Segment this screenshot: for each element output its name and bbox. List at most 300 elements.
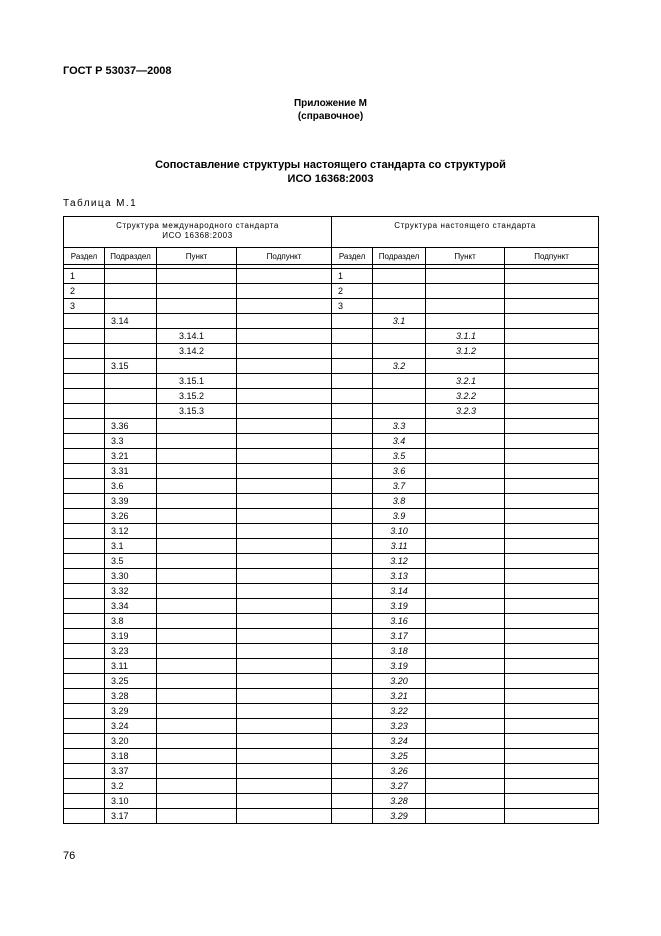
table-cell [426, 674, 505, 689]
table-cell: 3.6 [105, 479, 157, 494]
table-cell [426, 569, 505, 584]
table-cell [237, 689, 332, 704]
table-row [64, 389, 599, 404]
table-cell [505, 344, 599, 359]
table-cell: 3.22 [373, 704, 426, 719]
table-cell [426, 689, 505, 704]
table-cell: 3.12 [373, 554, 426, 569]
table-cell: 3.14.1 [157, 329, 237, 344]
table-cell [332, 599, 373, 614]
table-row [64, 464, 599, 479]
table-cell [505, 734, 599, 749]
table-cell [373, 374, 426, 389]
table-row [64, 704, 599, 719]
table-cell [505, 404, 599, 419]
table-cell [426, 749, 505, 764]
table-cell [332, 689, 373, 704]
table-cell: 3.5 [105, 554, 157, 569]
table-cell: 3.4 [373, 434, 426, 449]
table-cell [64, 764, 105, 779]
table-cell: 3.39 [105, 494, 157, 509]
table-cell [426, 554, 505, 569]
table-cell: 3.27 [373, 779, 426, 794]
annex-title-block [0, 97, 661, 123]
table-cell [332, 674, 373, 689]
table-cell: 3.2 [105, 779, 157, 794]
table-cell: 1 [332, 269, 373, 284]
table-row [64, 674, 599, 689]
annex-subtitle: (справочное) [297, 111, 364, 122]
table-cell [505, 689, 599, 704]
table-cell: 3.17 [373, 629, 426, 644]
table-cell [237, 719, 332, 734]
table-cell: 3.23 [105, 644, 157, 659]
group-header-international [64, 217, 332, 248]
table-cell [157, 734, 237, 749]
table-cell [373, 329, 426, 344]
table-row [64, 449, 599, 464]
table-row [64, 284, 599, 299]
table-cell [64, 584, 105, 599]
table-cell [426, 719, 505, 734]
table-row [64, 584, 599, 599]
table-row [64, 749, 599, 764]
table-row [64, 719, 599, 734]
table-cell [505, 509, 599, 524]
table-row [64, 554, 599, 569]
table-cell [426, 644, 505, 659]
table-cell [505, 419, 599, 434]
table-cell: 3.29 [105, 704, 157, 719]
table-cell [505, 584, 599, 599]
table-cell [505, 539, 599, 554]
table-cell [64, 629, 105, 644]
table-cell [505, 434, 599, 449]
column-header: Подраздел [105, 248, 157, 265]
table-cell [105, 284, 157, 299]
table-cell [332, 389, 373, 404]
table-cell [505, 599, 599, 614]
table-cell: 3.25 [373, 749, 426, 764]
table-cell [332, 779, 373, 794]
table-cell [332, 719, 373, 734]
table-cell [505, 329, 599, 344]
table-cell [64, 404, 105, 419]
table-cell: 3.11 [373, 539, 426, 554]
table-cell [157, 719, 237, 734]
table-cell [157, 524, 237, 539]
table-cell [237, 479, 332, 494]
table-cell: 3.14.2 [157, 344, 237, 359]
table-cell: 3.12 [105, 524, 157, 539]
table-cell [157, 434, 237, 449]
table-cell: 2 [64, 284, 105, 299]
table-row [64, 614, 599, 629]
table-cell [505, 644, 599, 659]
table-cell [105, 329, 157, 344]
column-header: Подпункт [505, 248, 599, 265]
table-cell [237, 299, 332, 314]
table-cell [64, 449, 105, 464]
table-cell [237, 704, 332, 719]
table-row [64, 764, 599, 779]
table-row [64, 404, 599, 419]
table-cell [426, 494, 505, 509]
column-header: Пункт [426, 248, 505, 265]
table-row [64, 629, 599, 644]
table-cell [237, 464, 332, 479]
table-cell [332, 329, 373, 344]
table-cell [64, 689, 105, 704]
table-cell [332, 419, 373, 434]
table-cell [105, 374, 157, 389]
table-row [64, 419, 599, 434]
table-cell [426, 779, 505, 794]
table-cell [426, 794, 505, 809]
table-cell: 3.28 [373, 794, 426, 809]
table-cell [332, 764, 373, 779]
table-cell [332, 794, 373, 809]
table-cell [332, 359, 373, 374]
table-cell [237, 764, 332, 779]
table-cell [332, 479, 373, 494]
table-cell [157, 359, 237, 374]
table-cell: 3.24 [105, 719, 157, 734]
table-cell [237, 389, 332, 404]
table-row [64, 794, 599, 809]
table-cell [332, 569, 373, 584]
column-header: Раздел [64, 248, 105, 265]
table-cell [505, 449, 599, 464]
group-header-international-line2: ИСО 16368:2003 [162, 231, 233, 240]
table-cell [505, 704, 599, 719]
table-cell [157, 554, 237, 569]
table-cell: 3.26 [373, 764, 426, 779]
table-label: Таблица М.1 [63, 198, 138, 209]
table-cell [426, 299, 505, 314]
table-cell [505, 284, 599, 299]
table-cell [64, 569, 105, 584]
table-cell [157, 704, 237, 719]
table-cell [373, 389, 426, 404]
table-cell [64, 374, 105, 389]
column-header: Пункт [157, 248, 237, 265]
table-row [64, 569, 599, 584]
table-cell [157, 494, 237, 509]
table-cell: 3.18 [373, 644, 426, 659]
table-row [64, 689, 599, 704]
table-body [64, 269, 599, 824]
table-cell [332, 704, 373, 719]
table-cell [237, 734, 332, 749]
table-cell [157, 794, 237, 809]
table-cell [237, 629, 332, 644]
table-cell [332, 809, 373, 824]
table-cell [237, 599, 332, 614]
table-cell: 3.19 [373, 659, 426, 674]
table-cell [237, 569, 332, 584]
table-cell: 3.10 [373, 524, 426, 539]
table-cell [157, 464, 237, 479]
table-cell [157, 674, 237, 689]
table-cell [64, 554, 105, 569]
table-cell [426, 659, 505, 674]
table-cell [426, 359, 505, 374]
table-cell [157, 644, 237, 659]
table-cell [64, 359, 105, 374]
table-cell: 1 [64, 269, 105, 284]
table-cell [237, 449, 332, 464]
table-cell [64, 434, 105, 449]
table-cell [373, 284, 426, 299]
table-row [64, 539, 599, 554]
table-cell [237, 749, 332, 764]
table-cell [332, 524, 373, 539]
table-cell: 3.2.2 [426, 389, 505, 404]
table-cell [373, 344, 426, 359]
table-cell [237, 344, 332, 359]
table-cell [505, 554, 599, 569]
table-cell: 3.29 [373, 809, 426, 824]
table-cell: 3.2.1 [426, 374, 505, 389]
table-cell: 3 [64, 299, 105, 314]
table-row [64, 479, 599, 494]
table-cell: 3.2.3 [426, 404, 505, 419]
table-row [64, 299, 599, 314]
table-cell: 3.10 [105, 794, 157, 809]
table-cell: 3.2 [373, 359, 426, 374]
table-cell: 3.34 [105, 599, 157, 614]
table-cell: 3.28 [105, 689, 157, 704]
table-cell [64, 344, 105, 359]
table-cell: 3.21 [373, 689, 426, 704]
table-cell [426, 629, 505, 644]
table-cell [157, 659, 237, 674]
table-cell [157, 269, 237, 284]
table-cell [426, 509, 505, 524]
table-cell [505, 374, 599, 389]
table-cell [332, 374, 373, 389]
table-cell [237, 494, 332, 509]
table-cell [157, 614, 237, 629]
table-cell: 3.36 [105, 419, 157, 434]
table-cell [237, 509, 332, 524]
table-row [64, 329, 599, 344]
table-cell [105, 299, 157, 314]
table-cell [237, 539, 332, 554]
table-row [64, 779, 599, 794]
table-cell [426, 614, 505, 629]
table-cell [426, 284, 505, 299]
table-cell [332, 314, 373, 329]
table-row [64, 314, 599, 329]
table-cell: 3.3 [105, 434, 157, 449]
table-cell [64, 389, 105, 404]
table-cell: 3.16 [373, 614, 426, 629]
table-cell [157, 629, 237, 644]
table-cell [426, 464, 505, 479]
table-cell [373, 299, 426, 314]
table-cell [332, 434, 373, 449]
table-cell [332, 509, 373, 524]
table-cell [105, 389, 157, 404]
table-cell [64, 719, 105, 734]
table-cell [237, 419, 332, 434]
table-cell [505, 569, 599, 584]
table-cell [157, 599, 237, 614]
table-cell [237, 269, 332, 284]
table-cell [505, 659, 599, 674]
table-row [64, 494, 599, 509]
table-cell [426, 269, 505, 284]
table-cell [332, 464, 373, 479]
table-cell [332, 644, 373, 659]
table-cell [64, 479, 105, 494]
table-cell [64, 494, 105, 509]
table-cell [332, 554, 373, 569]
table-cell [105, 269, 157, 284]
table-cell: 3.37 [105, 764, 157, 779]
table-cell [505, 494, 599, 509]
table-cell: 3.6 [373, 464, 426, 479]
table-cell: 3.18 [105, 749, 157, 764]
table-cell [157, 569, 237, 584]
group-header-international-line1: Структура международного стандарта [116, 221, 279, 230]
table-row [64, 359, 599, 374]
table-cell [332, 404, 373, 419]
table-cell [505, 674, 599, 689]
table-cell: 3.7 [373, 479, 426, 494]
table-cell [505, 464, 599, 479]
table-cell [505, 794, 599, 809]
table-cell [157, 584, 237, 599]
table-cell: 3.11 [105, 659, 157, 674]
table-cell [64, 809, 105, 824]
table-cell [332, 539, 373, 554]
table-row [64, 659, 599, 674]
table-cell [332, 734, 373, 749]
table-cell [426, 764, 505, 779]
section-heading-line1: Сопоставление структуры настоящего стандарта со структурой [155, 159, 506, 171]
table-row [64, 644, 599, 659]
table-cell [426, 704, 505, 719]
table-cell [237, 584, 332, 599]
table-cell: 3.25 [105, 674, 157, 689]
table-row [64, 374, 599, 389]
column-header: Раздел [332, 248, 373, 265]
table-row [64, 734, 599, 749]
table-cell: 3.15.3 [157, 404, 237, 419]
table-cell [64, 599, 105, 614]
table-cell [157, 509, 237, 524]
table-cell [332, 584, 373, 599]
table-cell [426, 539, 505, 554]
table-cell [505, 629, 599, 644]
table-cell: 3.13 [373, 569, 426, 584]
table-cell: 3.5 [373, 449, 426, 464]
table-cell [157, 314, 237, 329]
table-cell [237, 359, 332, 374]
table-cell: 3.32 [105, 584, 157, 599]
table-row [64, 434, 599, 449]
table-cell [64, 314, 105, 329]
table-cell: 3.8 [105, 614, 157, 629]
table-cell [64, 749, 105, 764]
table-cell [505, 299, 599, 314]
table-cell: 3.31 [105, 464, 157, 479]
table-cell [505, 779, 599, 794]
table-cell [237, 644, 332, 659]
table-cell [505, 764, 599, 779]
table-cell [505, 269, 599, 284]
table-cell [426, 449, 505, 464]
table-cell: 3.19 [373, 599, 426, 614]
table-cell [237, 809, 332, 824]
table-cell: 3.14 [373, 584, 426, 599]
table-cell [237, 524, 332, 539]
table-cell [505, 524, 599, 539]
section-heading [0, 158, 661, 186]
table-cell [426, 314, 505, 329]
table-cell: 3.1.2 [426, 344, 505, 359]
group-header-national: Структура настоящего стандарта [332, 217, 599, 248]
table-row [64, 809, 599, 824]
table-row [64, 524, 599, 539]
column-header: Подраздел [373, 248, 426, 265]
table-cell [426, 599, 505, 614]
table-cell: 3.15.1 [157, 374, 237, 389]
table-cell [505, 809, 599, 824]
table-cell [157, 764, 237, 779]
table-cell: 3.20 [105, 734, 157, 749]
table-cell [505, 389, 599, 404]
table-cell: 3.1.1 [426, 329, 505, 344]
table-cell [332, 614, 373, 629]
table-cell: 3.21 [105, 449, 157, 464]
table-cell: 3.8 [373, 494, 426, 509]
table-cell [332, 629, 373, 644]
table-cell [157, 689, 237, 704]
table-cell [505, 719, 599, 734]
table-cell [237, 674, 332, 689]
table-cell [505, 479, 599, 494]
table-cell [237, 374, 332, 389]
table-cell [332, 659, 373, 674]
table-row [64, 509, 599, 524]
table-cell: 3.9 [373, 509, 426, 524]
table-cell [373, 269, 426, 284]
table-cell [105, 404, 157, 419]
table-cell [64, 539, 105, 554]
table-cell [505, 314, 599, 329]
table-cell [332, 449, 373, 464]
table-cell [237, 794, 332, 809]
table-cell: 3.15 [105, 359, 157, 374]
table-cell: 3.24 [373, 734, 426, 749]
table-cell [64, 659, 105, 674]
table-row [64, 599, 599, 614]
table-cell [157, 419, 237, 434]
table-cell [332, 494, 373, 509]
table-cell [157, 284, 237, 299]
table-cell: 3.14 [105, 314, 157, 329]
table-cell [157, 299, 237, 314]
table-cell [426, 584, 505, 599]
table-cell [64, 524, 105, 539]
table-cell: 3.20 [373, 674, 426, 689]
table-cell [237, 659, 332, 674]
table-cell [64, 779, 105, 794]
